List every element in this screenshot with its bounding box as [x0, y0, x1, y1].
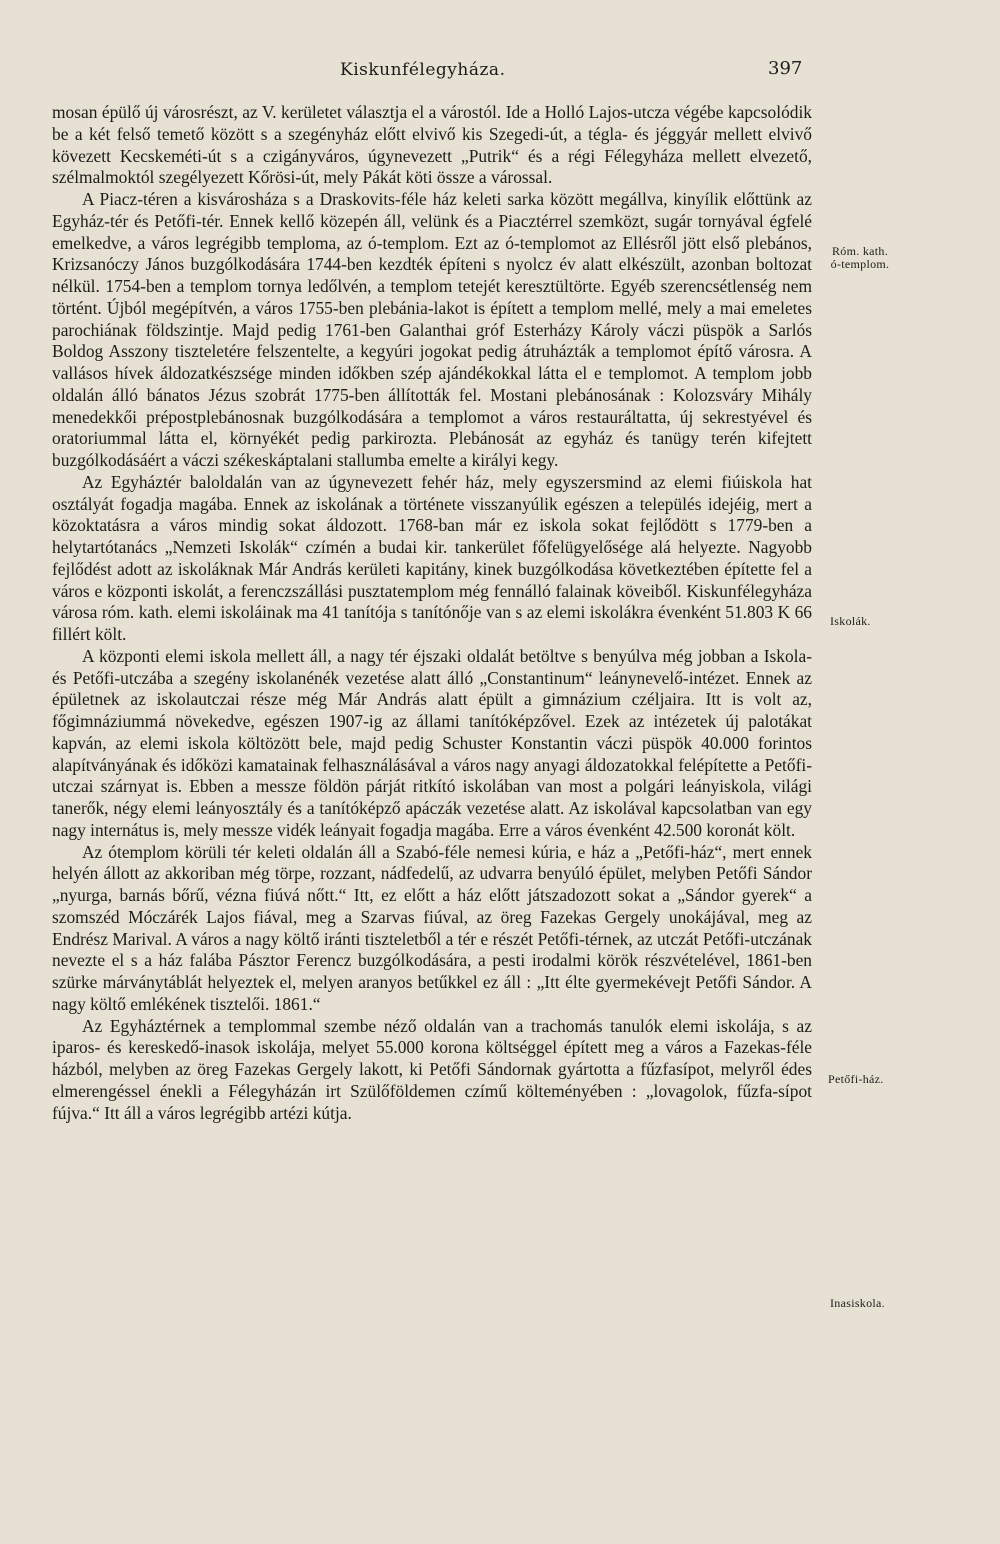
paragraph-3: Az Egyháztér baloldalán van az úgynevezett fehér ház, mely egyszersmind az elemi fiúiskola hat osztályát fogadja magába. Ennek az iskolának a története visszanyúlik egészen a település idejéig, mert a közoktatásra a város mindig sokat áldozott. 1768-ban már ez iskola sokat fejlődött s 1779-ben a helytartótanács „Nemzeti Iskolák“ czímén a budai kir. tankerület főfelügyelősége alá helyezte. Nagyobb fejlődést adott az iskoláknak Már András kerületi kapitány, kinek buzgólkodása következtében építette fel a város e központi iskolát, a ferenczszállási pusztatemplom még fennálló falainak köveiből. Kiskunfélegyháza városa róm. kath. elemi iskoláinak ma 41 tanítója s tanítónője van s az elemi iskolákra évenként 51.803 K 66 fillért költ.: [52, 471, 812, 644]
margin-note-rom-kath-line1: Róm. kath.: [832, 244, 888, 258]
margin-note-petofi-haz: Petőfi-ház.: [828, 1072, 884, 1086]
margin-note-iskolak: Iskolák.: [830, 614, 871, 628]
body-text: [52, 102, 812, 1124]
paragraph-1: mosan épülő új városrészt, az V. kerületet választja el a várostól. Ide a Holló Lajos-utcza végébe kapcsolódik be a két felső temető között s a szegényház előtt elvivő kis Szegedi-út, a tégla- és jéggyár mellett elvivő kövezett Kecskeméti-út s a czigányváros, úgynevezett „Putrik“ és a régi Félegyháza mellett elvezető, szélmalmoktól szegélyezett Kőrösi-út, mely Pákát köti össze a várossal.: [52, 102, 812, 188]
page-number: 397: [768, 58, 803, 79]
margin-note-rom-kath-line2: ó-templom.: [830, 257, 890, 271]
paragraph-4: A központi elemi iskola mellett áll, a nagy tér éjszaki oldalát betöltve s benyúlva még jobban a Iskola- és Petőfi-utczába a szegény iskolanénék vezetése alatt álló „Constantinum“ leánynevelő-intézet. Ennek az épületnek az iskolautczai része még Már András alatt épült a gimnázium czéljaira. Itt is volt az, főgimnáziummá növekedve, egészen 1907-ig az állami tanítóképzővel. Ezek az intézetek új palotákat kapván, az elemi iskola költözött bele, majd pedig Schuster Konstantin váczi püspök 40.000 forintos alapítványának és időközi kamatainak felhasználásával a város nagy anyagi áldozatokkal felépítette a Petőfi-utczai szárnyat is. Ebben a messze földön párját ritkító iskolában van most a polgári leányiskola, világi tanerők, négy elemi leányosztály és a tanítóképző apáczák vezetése alatt. Az iskolával kapcsolatban van egy nagy internátus is, mely messze vidék leányait fogadja magába. Erre a város évenként 42.500 koronát költ.: [52, 645, 812, 840]
margin-note-inasiskola: Inasiskola.: [830, 1296, 885, 1310]
paragraph-5: Az ótemplom körüli tér keleti oldalán áll a Szabó-féle nemesi kúria, e ház a „Petőfi-ház“, mert ennek helyén állott az akkoriban még törpe, rozzant, nádfedelű, az udvarra benyúló épület, melyben Petőfi Sándor „nyurga, barnás bőrű, vézna fiúvá nőtt.“ Itt, ez előtt a ház előtt játszadozott sokat a „Sándor gyerek“ a szomszéd Móczárék Lajos fiával, meg a Szarvas fiúval, az öreg Fazekas Gergely unokájával, meg az Endrész Marival. A város a nagy költő iránti tiszteletből a tér e részét Petőfi-térnek, az utczát Petőfi-utczának nevezte el s a ház falába Pásztor Ferencz buzgólkodására, a pesti irodalmi körök részvételével, 1861-ben szürke márványtáblát helyeztek el, melyen aranyos betűkkel ez áll : „Itt élte gyermekévejt Petőfi Sándor. A nagy költő emlékének tisztelői. 1861.“: [52, 841, 812, 1014]
margin-note-rom-kath: [820, 245, 900, 271]
paragraph-2: A Piacz-téren a kisvárosháza s a Draskovits-féle ház keleti sarka között megállva, kinyílik előttünk az Egyház-tér és Petőfi-tér. Ennek kellő közepén áll, velünk és a Piacztérrel szemközt, sugár tornyával égfelé emelkedve, a város legrégibb temploma, az ó-templom. Ezt az ó-templomot az Ellésről jött első plebános, Krizsanóczy János buzgólkodására 1744-ben kezdték építeni s nyolcz év alatt elkészült, azonban boltozat nélkül. 1754-ben a templom tornya ledőlvén, a templom tetejét keresztültörte. Egyéb szerencsétlenség nem történt. Újból megépítvén, a város 1755-ben plebánia-lakot is épített a templom mellé, mely a mai emeletes parochiának földszintje. Majd pedig 1761-ben Galanthai gróf Esterházy Károly váczi püspök a Sarlós Boldog Asszony tiszteletére felszentelte, a kegyúri jogokat pedig átruházták a templomot építő városra. A vallásos hívek áldozatkészsége minden időkben szép ajándékokkal látta el e templomot. A templom jobb oldalán álló bánatos Jézus szobrát 1775-ben állították fel. Mostani plebánosának : Kolozsváry Mihály menedekkői prépostplebánosnak buzgólkodására a templomot a város restauráltatta, új sekrestyével és oratoriummal látta el, környékét pedig parkirozta. Plebánosát az egyház és tanügy terén kifejtett buzgólkodásáért a váczi székeskáptalani stallumba emelte a királyi kegy.: [52, 189, 812, 470]
running-head: Kiskunfélegyháza.: [340, 60, 506, 80]
paragraph-6: Az Egyháztérnek a templommal szembe néző oldalán van a trachomás tanulók elemi iskolája, s az iparos- és kereskedő-inasok iskolája, melyet 55.000 korona költséggel épített meg a város a Fazekas-féle házból, melyben az öreg Fazekas Gergely lakott, ki Petőfi Sándornak gyártotta a fűzfasípot, melyről édes elmerengéssel énekli a Félegyházán irt Szülőföldemen czímű költeményében : „lovagolok, fűzfa-sípot fújva.“ Itt áll a város legrégibb artézi kútja.: [52, 1015, 812, 1123]
